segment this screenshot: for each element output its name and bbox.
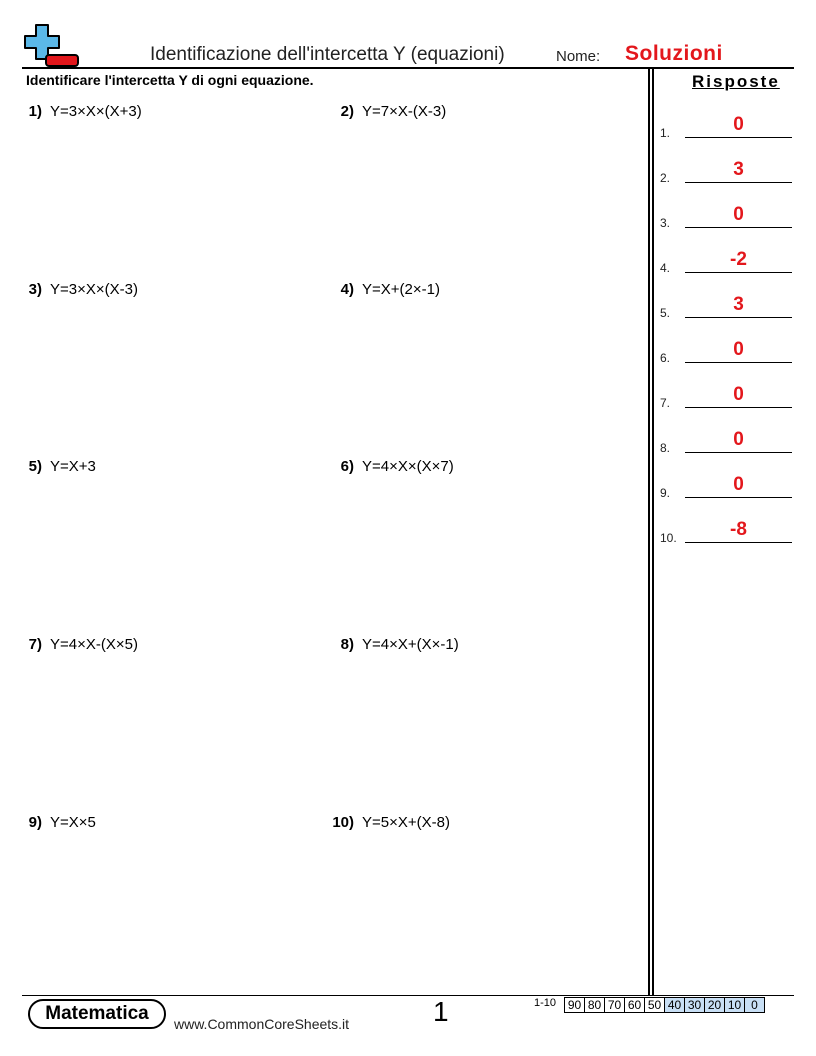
problem-number: 4)	[340, 281, 354, 298]
problem-number: 9)	[28, 814, 42, 831]
score-cell: 20	[705, 998, 725, 1013]
answer-row-2	[660, 161, 792, 185]
answer-line	[685, 227, 792, 228]
instructions: Identificare l'intercetta Y di ogni equazione.	[26, 72, 314, 88]
problem-number: 6)	[340, 458, 354, 475]
problem-1	[20, 103, 142, 120]
problem-number: 3)	[28, 281, 42, 298]
score-table	[564, 997, 765, 1013]
problem-number: 2)	[340, 103, 354, 120]
answer-row-6	[660, 341, 792, 365]
problem-equation: Y=5×X+(X-8)	[362, 814, 450, 831]
score-cell: 70	[605, 998, 625, 1013]
problem-8	[332, 636, 459, 653]
answer-line	[685, 182, 792, 183]
problem-number: 7)	[28, 636, 42, 653]
answer-row-10	[660, 521, 792, 545]
problem-10	[324, 814, 450, 831]
answer-number: 7.	[660, 396, 671, 410]
answer-row-9	[660, 476, 792, 500]
problem-7	[20, 636, 138, 653]
answer-column-divider-inner	[652, 67, 654, 995]
answer-number: 6.	[660, 351, 671, 365]
score-cell: 80	[585, 998, 605, 1013]
problem-number: 5)	[28, 458, 42, 475]
answer-number: 1.	[660, 126, 671, 140]
problem-2	[332, 103, 446, 120]
name-label: Nome:	[556, 48, 601, 65]
problem-number: 1)	[28, 103, 42, 120]
answer-value: 3	[733, 294, 744, 315]
answer-row-1	[660, 116, 792, 140]
answer-number: 2.	[660, 171, 671, 185]
answer-value: 0	[733, 474, 744, 495]
answer-value: 0	[733, 429, 744, 450]
answer-row-4	[660, 251, 792, 275]
problem-equation: Y=4×X+(X×-1)	[362, 636, 459, 653]
answer-line	[685, 407, 792, 408]
problem-equation: Y=X+(2×-1)	[362, 281, 440, 298]
answer-column-divider	[648, 67, 650, 995]
answer-line	[685, 137, 792, 138]
answer-value: 3	[733, 159, 744, 180]
score-cell: 90	[565, 998, 585, 1013]
problem-5	[20, 458, 96, 475]
score-cell: 60	[625, 998, 645, 1013]
brand-badge: Matematica	[28, 999, 166, 1029]
worksheet-title: Identificazione dell'intercetta Y (equazioni)	[150, 44, 505, 65]
problem-equation: Y=3×X×(X+3)	[50, 103, 142, 120]
answer-number: 3.	[660, 216, 671, 230]
score-cell: 50	[645, 998, 665, 1013]
answer-value: 0	[733, 114, 744, 135]
answer-line	[685, 497, 792, 498]
answer-line	[685, 542, 792, 543]
answer-value: -2	[730, 249, 747, 270]
problem-number: 8)	[340, 636, 354, 653]
answer-number: 10.	[660, 531, 677, 545]
problem-3	[20, 281, 138, 298]
score-cell: 10	[725, 998, 745, 1013]
problem-6	[332, 458, 454, 475]
answer-value: 0	[733, 384, 744, 405]
header-divider	[22, 67, 794, 69]
answer-line	[685, 362, 792, 363]
answer-number: 8.	[660, 441, 671, 455]
page-number: 1	[433, 996, 449, 1027]
problem-4	[332, 281, 440, 298]
answer-value: 0	[733, 339, 744, 360]
answer-number: 4.	[660, 261, 671, 275]
answer-row-7	[660, 386, 792, 410]
answer-line	[685, 272, 792, 273]
score-cell: 0	[745, 998, 765, 1013]
problem-equation: Y=3×X×(X-3)	[50, 281, 138, 298]
score-range-label: 1-10	[534, 997, 557, 1009]
answer-row-8	[660, 431, 792, 455]
answer-value: 0	[733, 204, 744, 225]
plus-minus-icon	[22, 24, 80, 68]
problem-equation: Y=4×X×(X×7)	[362, 458, 454, 475]
answer-number: 5.	[660, 306, 671, 320]
site-url: www.CommonCoreSheets.it	[174, 1016, 350, 1032]
answer-row-3	[660, 206, 792, 230]
answers-title: Risposte	[692, 72, 780, 91]
problem-equation: Y=4×X-(X×5)	[50, 636, 138, 653]
score-cell: 30	[685, 998, 705, 1013]
footer-divider	[22, 995, 794, 996]
problem-equation: Y=7×X-(X-3)	[362, 103, 447, 120]
answer-number: 9.	[660, 486, 671, 500]
problem-equation: Y=X+3	[50, 458, 96, 475]
answer-line	[685, 317, 792, 318]
answer-value: -8	[730, 519, 747, 540]
answer-row-5	[660, 296, 792, 320]
problem-number: 10)	[332, 814, 354, 831]
name-value: Soluzioni	[625, 42, 723, 65]
problem-equation: Y=X×5	[50, 814, 96, 831]
score-cell: 40	[665, 998, 685, 1013]
problem-9	[20, 814, 96, 831]
answer-line	[685, 452, 792, 453]
